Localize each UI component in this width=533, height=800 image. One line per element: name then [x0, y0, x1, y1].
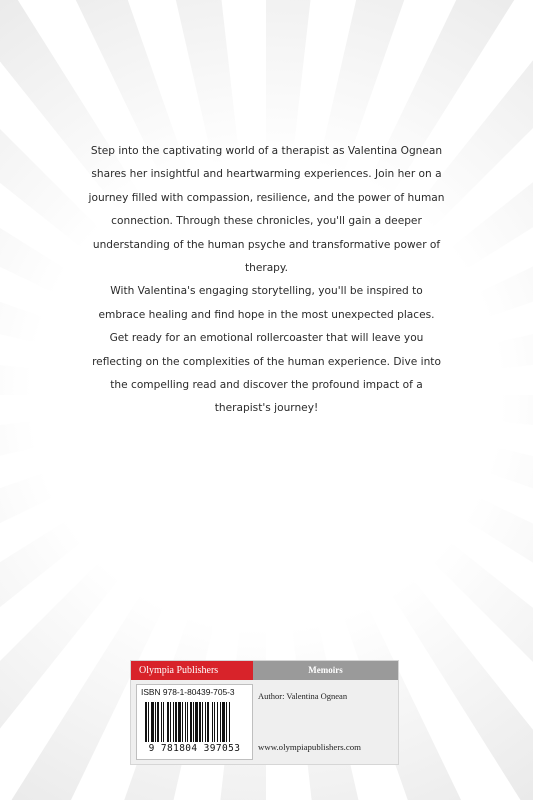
- back-cover-blurb: [88, 140, 445, 421]
- barcode-graphic: [145, 702, 246, 742]
- barcode-digits: 9 781804 397053: [148, 743, 241, 754]
- publisher-website: www.olympiapublishers.com: [258, 742, 362, 752]
- blurb-paragraph-2: With Valentina's engaging storytelling, you'll be inspired to embrace healing and find hope in the most unexpected places. Get ready for an emotional rollercoaster that will leave you reflecting on the complexities of the human experience. Dive into the compelling read and discover the profound impact of a therapist's journey!: [92, 285, 441, 415]
- isbn-number: ISBN 978-1-80439-705-3: [141, 687, 235, 697]
- publisher-name: Olympia Publishers: [131, 661, 253, 680]
- author-credit: Author: Valentina Ognean: [258, 691, 348, 701]
- genre-label: Memoirs: [253, 661, 398, 680]
- blurb-paragraph-1: Step into the captivating world of a therapist as Valentina Ognean shares her insightful and heartwarming experiences. Join her on a journey filled with compassion, resilience, and the power of human connection. Through these chronicles, you'll gain a deeper understanding of the human psyche and transformative power of therapy.: [88, 145, 445, 275]
- publisher-info-panel: [130, 660, 399, 765]
- isbn-barcode-box: [136, 684, 253, 760]
